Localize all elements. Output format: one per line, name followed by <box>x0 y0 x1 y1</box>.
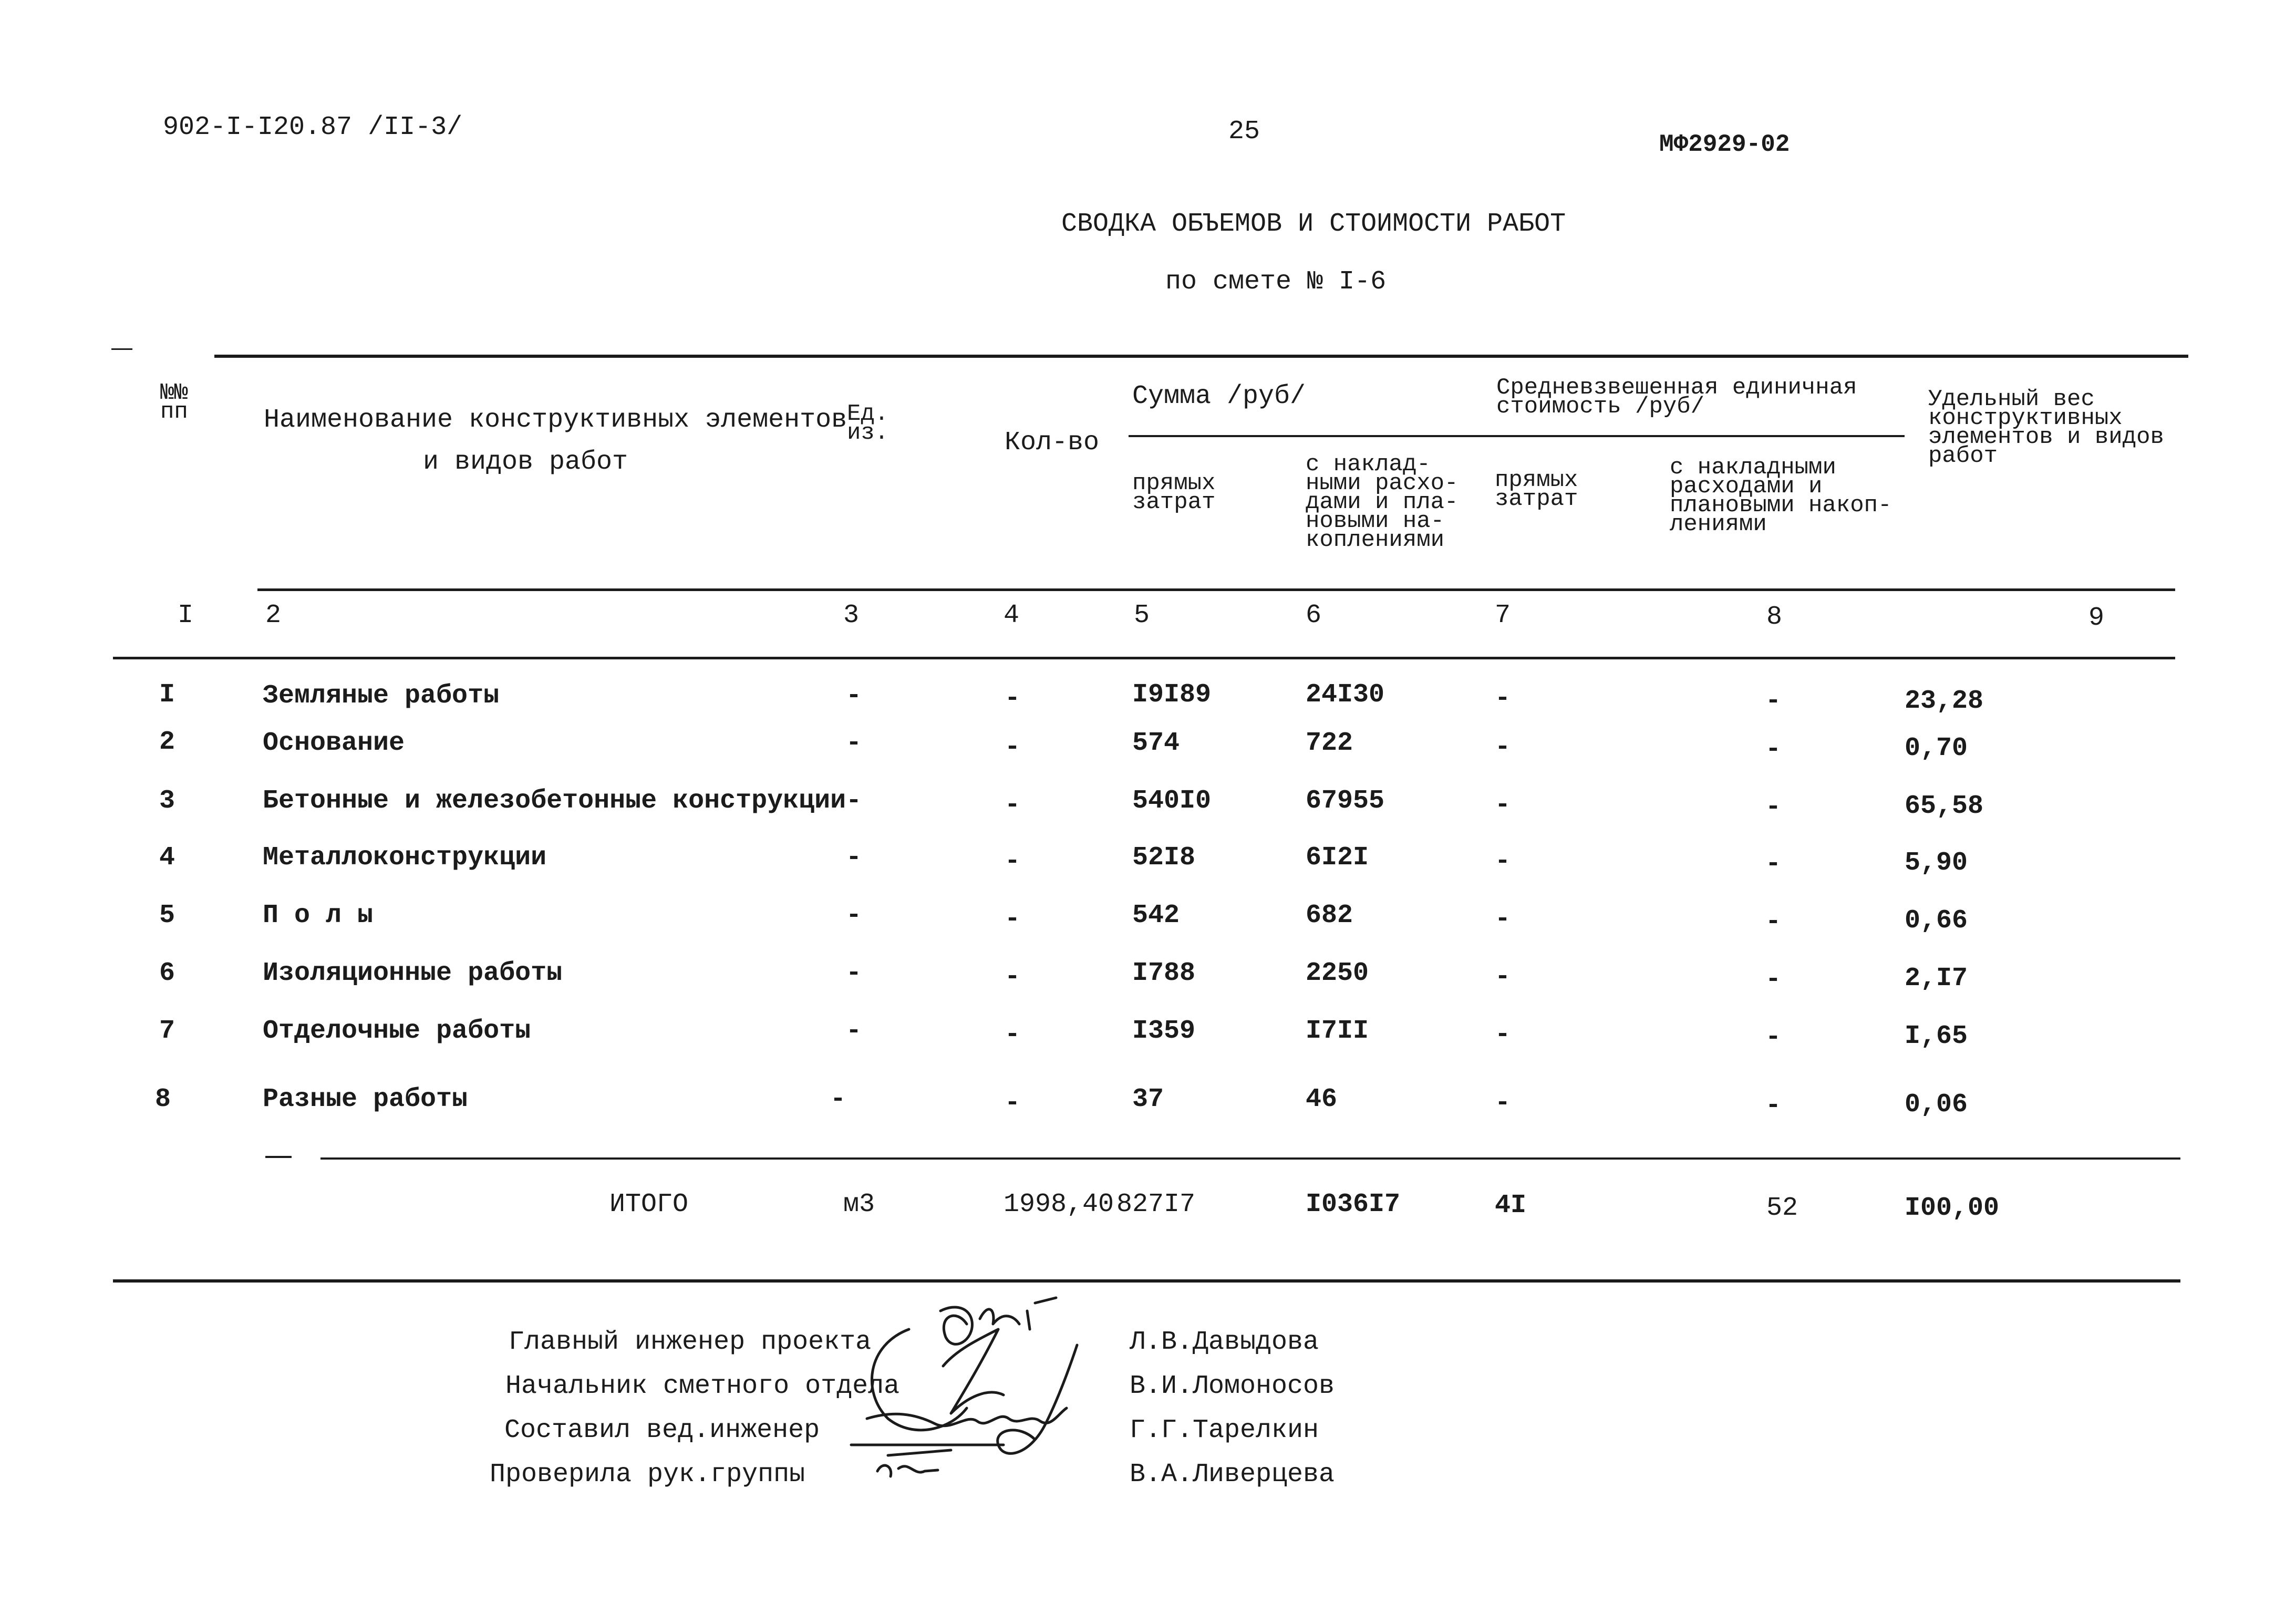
row-unit: - <box>846 901 862 930</box>
header-name-line2: и видов работ <box>423 447 628 477</box>
row-share: I,65 <box>1905 1021 1968 1051</box>
sheet-code: МФ2929-02 <box>1659 131 1790 158</box>
header-avg-direct: прямых затрат <box>1495 467 1578 512</box>
row-avg-direct: - <box>1495 684 1511 714</box>
row-quantity: - <box>1005 1020 1021 1050</box>
row-share: 5,90 <box>1905 848 1968 878</box>
column-numbers-rule <box>113 657 2175 659</box>
row-name: П о л ы <box>263 901 374 930</box>
column-number-8: 8 <box>1766 602 1783 632</box>
total-avg-overhead: 52 <box>1766 1193 1798 1223</box>
row-number: 4 <box>159 843 175 873</box>
handwritten-signatures <box>846 1287 1140 1513</box>
row-avg-overhead: - <box>1765 907 1782 937</box>
header-sum-group: Сумма /руб/ <box>1132 381 1306 411</box>
row-share: 0,70 <box>1905 733 1968 763</box>
header-sum-direct: прямых затрат <box>1132 470 1216 515</box>
column-number-4: 4 <box>1004 601 1020 630</box>
row-unit: - <box>846 1016 862 1046</box>
row-avg-overhead: - <box>1765 792 1782 822</box>
signature-role: Проверила рук.группы <box>490 1460 805 1490</box>
row-avg-direct: - <box>1495 790 1511 820</box>
column-number-7: 7 <box>1495 601 1511 630</box>
header-quantity: Кол-во <box>1005 428 1100 458</box>
row-sum-direct: I788 <box>1132 958 1196 988</box>
signature-name: Л.В.Давыдова <box>1130 1327 1319 1357</box>
row-share: 65,58 <box>1905 791 1984 821</box>
header-avg-overhead: с накладными расходами и плановыми накоп- лениями <box>1670 454 1892 537</box>
signature-stroke <box>943 1329 1004 1413</box>
signature-role: Составил вед.инженер <box>504 1415 820 1445</box>
row-sum-overhead: I7II <box>1306 1016 1369 1046</box>
row-avg-direct: - <box>1495 1020 1511 1050</box>
row-name: Изоляционные работы <box>263 958 563 988</box>
header-name-line1: Наименование конструктивных элементов <box>264 405 847 435</box>
signature-name: В.А.Ливерцева <box>1130 1460 1335 1490</box>
total-rule <box>320 1157 2180 1160</box>
column-number-1: I <box>178 601 194 630</box>
row-sum-overhead: 46 <box>1306 1084 1338 1114</box>
header-sum-overhead: с наклад- ными расхо- дами и пла- новыми на- коплениями <box>1306 451 1459 553</box>
row-sum-direct: 542 <box>1132 901 1180 930</box>
table-bottom-rule <box>113 1279 2180 1283</box>
column-number-2: 2 <box>265 601 282 630</box>
row-share: 0,06 <box>1905 1090 1968 1120</box>
row-sum-direct: 540I0 <box>1132 786 1212 816</box>
total-share: I00,00 <box>1905 1193 2000 1223</box>
column-number-5: 5 <box>1134 601 1150 630</box>
row-sum-overhead: 24I30 <box>1306 680 1385 710</box>
signature-stroke <box>980 1298 1056 1329</box>
signature-role: Главный инженер проекта <box>509 1327 872 1357</box>
row-unit: - <box>846 681 862 711</box>
row-quantity: - <box>1005 846 1021 876</box>
row-share: 2,I7 <box>1905 964 1968 994</box>
column-number-9: 9 <box>2088 603 2105 633</box>
row-unit: - <box>846 958 862 988</box>
row-quantity: - <box>1005 1088 1021 1118</box>
table-rule-stub <box>111 348 132 350</box>
row-avg-direct: - <box>1495 962 1511 992</box>
row-sum-direct: 52I8 <box>1132 843 1196 873</box>
row-sum-direct: 37 <box>1132 1084 1164 1114</box>
row-unit: - <box>830 1084 846 1114</box>
signature-name: В.И.Ломоносов <box>1130 1371 1335 1401</box>
row-sum-overhead: 722 <box>1306 728 1353 758</box>
row-quantity: - <box>1005 684 1021 714</box>
row-avg-overhead: - <box>1765 849 1782 879</box>
signature-stroke <box>940 1307 972 1344</box>
document-subtitle: по смете № I-6 <box>1165 267 1387 297</box>
row-sum-direct: I9I89 <box>1132 680 1212 710</box>
column-number-6: 6 <box>1306 601 1322 630</box>
row-sum-overhead: 2250 <box>1306 958 1369 988</box>
signature-role: Начальник сметного отдела <box>505 1371 900 1401</box>
row-avg-direct: - <box>1495 732 1511 762</box>
row-number: 8 <box>155 1084 171 1114</box>
row-name: Отделочные работы <box>263 1016 531 1046</box>
row-avg-direct: - <box>1495 904 1511 934</box>
row-sum-direct: I359 <box>1132 1016 1196 1046</box>
total-avg-direct: 4I <box>1495 1191 1527 1221</box>
row-number: 7 <box>159 1016 175 1046</box>
row-name: Бетонные и железобетонные конструкции <box>263 786 846 816</box>
row-unit: - <box>846 843 862 873</box>
row-number: 2 <box>159 727 175 757</box>
document-title: СВОДКА ОБЪЕМОВ И СТОИМОСТИ РАБОТ <box>1061 209 1566 239</box>
row-avg-overhead: - <box>1765 965 1782 995</box>
header-sub-rule <box>1129 435 1905 437</box>
column-number-3: 3 <box>843 601 860 630</box>
row-number: 6 <box>159 958 175 988</box>
document-code: 902-I-I20.87 /II-3/ <box>163 112 463 142</box>
row-name: Земляные работы <box>263 681 500 711</box>
row-share: 0,66 <box>1905 906 1968 936</box>
row-name: Основание <box>263 728 405 758</box>
row-quantity: - <box>1005 904 1021 934</box>
total-label: ИТОГО <box>609 1190 689 1219</box>
row-number: 3 <box>159 786 175 816</box>
row-avg-overhead: - <box>1765 1022 1782 1052</box>
table-top-rule <box>214 355 2188 358</box>
row-unit: - <box>846 728 862 758</box>
row-quantity: - <box>1005 732 1021 762</box>
row-avg-overhead: - <box>1765 686 1782 716</box>
header-number: №№ пп <box>160 380 188 425</box>
total-unit: м3 <box>843 1190 875 1219</box>
header-avg-group: Средневзвешенная единичная стоимость /руб/ <box>1496 375 1857 420</box>
header-bottom-rule <box>257 588 2175 591</box>
signature-stroke <box>998 1345 1077 1453</box>
row-number: I <box>159 680 175 710</box>
row-unit: - <box>846 786 862 816</box>
row-sum-overhead: 6I2I <box>1306 843 1369 873</box>
row-name: Разные работы <box>263 1084 468 1114</box>
row-avg-overhead: - <box>1765 735 1782 764</box>
row-share: 23,28 <box>1905 686 1984 716</box>
row-number: 5 <box>159 901 175 930</box>
row-avg-overhead: - <box>1765 1091 1782 1121</box>
total-sum-direct: 827I7 <box>1116 1190 1196 1219</box>
total-sum-overhead: I036I7 <box>1306 1190 1401 1219</box>
row-sum-direct: 574 <box>1132 728 1180 758</box>
row-name: Металлоконструкции <box>263 843 547 873</box>
signature-name: Г.Г.Тарелкин <box>1130 1415 1319 1445</box>
total-quantity: 1998,40 <box>1004 1190 1114 1219</box>
header-share: Удельный вес конструктивных элементов и видов работ <box>1928 386 2164 469</box>
row-avg-direct: - <box>1495 1088 1511 1118</box>
row-quantity: - <box>1005 962 1021 992</box>
row-sum-overhead: 67955 <box>1306 786 1385 816</box>
signature-stroke <box>877 1465 938 1476</box>
signature-stroke <box>851 1445 1004 1455</box>
total-rule-stub <box>265 1156 292 1158</box>
header-unit: Ед. из. <box>847 401 889 446</box>
page-number: 25 <box>1228 117 1260 147</box>
row-sum-overhead: 682 <box>1306 901 1353 930</box>
row-quantity: - <box>1005 790 1021 820</box>
row-avg-direct: - <box>1495 846 1511 876</box>
